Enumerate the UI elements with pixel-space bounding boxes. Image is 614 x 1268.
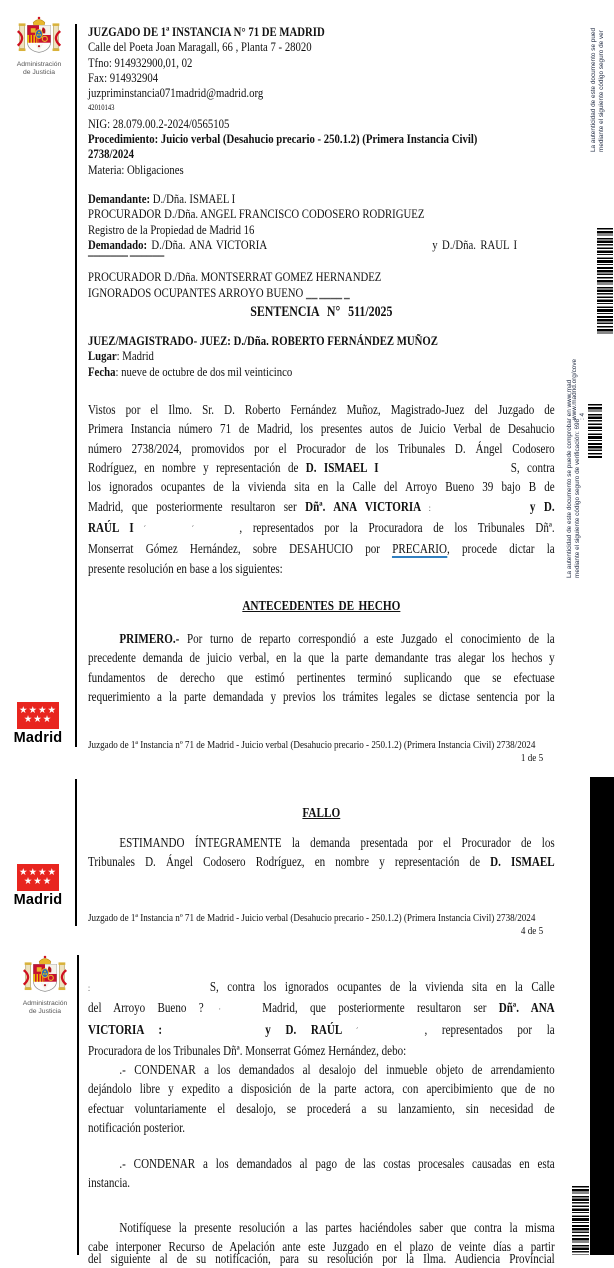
text-segment: Calle del Poeta Joan Maragall, 66 , Planta 7 - 28020	[88, 39, 312, 55]
coat-caption: Administración de Justicia	[22, 1000, 68, 1015]
text-line	[88, 439, 555, 458]
text-line	[88, 252, 555, 269]
authenticity-note-mid: La autenticidad de este documento se puede comprobar en www.mad mediante el siguiente código seguro de verificación: 698	[566, 379, 581, 578]
redaction-gap	[358, 1033, 424, 1034]
text-segment: IGNORADOS OCUPANTES ARROYO BUENO	[88, 284, 306, 300]
authenticity-note-top: La autenticidad de este documento se pued mediante el siguiente código seguro de ver	[590, 28, 605, 152]
madrid-logo-label: Madrid	[13, 892, 63, 908]
text-line	[88, 348, 555, 363]
footer-case-reference: Juzgado de 1ª Instancia nº 71 de Madrid - Juicio verbal (Desahucio precario - 250.1.2) (Primera Instancia Civil) 2738/2024	[88, 912, 536, 924]
text-line	[88, 222, 555, 237]
text-line	[88, 998, 555, 1019]
text-line	[88, 458, 555, 477]
text-line	[88, 364, 555, 379]
text-segment: D. ISMAEL	[490, 854, 555, 870]
text-line	[88, 55, 555, 70]
text-segment: presente resolución en base a los siguientes:	[88, 560, 283, 576]
page-number: 4 de 5	[520, 924, 544, 937]
text-line	[88, 977, 555, 998]
text-segment: efectuar voluntariamente el desalojo, se procederá a su lanzamiento, sin necesidad de	[88, 1100, 555, 1116]
black-margin-bar	[590, 777, 614, 1255]
madrid-flag-icon	[17, 864, 59, 891]
judge-block	[88, 333, 555, 379]
page1-footer	[88, 739, 555, 764]
verification-barcode-2	[588, 404, 602, 458]
text-segment: Demandante:	[88, 191, 151, 206]
text-line	[88, 648, 555, 667]
text-segment: : Madrid	[116, 348, 154, 364]
redacted-fragment: ▁▁ ▁▁▁▁ ▁	[305, 288, 350, 299]
clipped-last-line	[88, 1249, 555, 1268]
text-line	[88, 687, 555, 706]
text-line	[88, 285, 555, 302]
text-segment: requerimiento a la parte demandada y previos los trámites legales se dictase sentencia por la	[88, 689, 555, 705]
text-segment: Monserrat Gómez Hernández, sobre DESAHUCIO por	[88, 541, 393, 557]
text-line	[88, 497, 555, 518]
text-line	[88, 539, 555, 558]
text-line	[88, 1218, 555, 1237]
text-segment: del Arroyo Bueno ?	[88, 1000, 204, 1016]
text-line	[88, 1118, 555, 1137]
text-segment: cabe interponer Recurso de Apelación ante este Juzgado en el plazo de veinte días a partir	[88, 1239, 555, 1255]
text-segment: .- CONDENAR a los demandados al desalojo del inmueble objeto de arrendamiento	[119, 1062, 555, 1077]
text-segment: precedente demanda de juicio verbal, en la que la parte demandante tras alegar los hechos y	[88, 650, 555, 666]
fallo-heading: FALLO	[302, 805, 341, 820]
text-segment: PROCURADOR D./Dña. ANGEL FRANCISCO CODOSERO RODRIGUEZ	[88, 206, 425, 222]
text-line	[88, 191, 555, 206]
text-segment: S, contra	[510, 460, 555, 476]
verification-url: www.madrid.org/cove : 4	[571, 358, 586, 420]
text-line	[88, 419, 555, 438]
text-line	[88, 1099, 555, 1118]
text-segment: Por turno de reparto correspondió a este Juzgado el conocimiento de la	[179, 631, 555, 646]
page4-footer	[88, 912, 555, 937]
text-segment: dejándolo libre y expedito a disposición de la parte actora, con apercibimiento que de no	[88, 1081, 555, 1097]
text-line	[88, 146, 555, 161]
text-segment: Primera Instancia número 71 de Madrid, los presentes autos de Juicio Verbal de Desahucio	[88, 421, 555, 437]
madrid-stars-row1: ★★★★	[18, 867, 58, 878]
text-segment: Madrid, que posteriormente resultaron ser	[262, 1000, 499, 1016]
text-segment: y D.	[529, 498, 555, 514]
text-line	[88, 269, 555, 284]
parties-block	[88, 191, 555, 302]
text-segment: VICTORIA :	[88, 1021, 163, 1037]
text-line	[88, 1060, 555, 1079]
text-segment: Procuradora de los Tribunales Dñª. Monserrat Gómez Hernández, debo:	[88, 1043, 407, 1059]
text-segment: , representados por la	[424, 1021, 555, 1037]
text-segment: los ignorados ocupantes de la vivienda sita en la Calle del Arroyo Bueno 39 bajo B de	[88, 479, 555, 495]
text-segment: ESTIMANDO ÍNTEGRAMENTE la demanda presentada por el Procurador de los	[119, 835, 555, 850]
vistos-paragraph	[88, 400, 555, 578]
text-segment: Dñª. ANA VICTORIA	[305, 498, 422, 514]
madrid-stars-row2: ★★★	[23, 875, 53, 887]
madrid-flag-icon	[17, 702, 59, 729]
text-segment: Vistos por el Ilmo. Sr. D. Roberto Fernández Muñoz, Magistrado-Juez del Juzgado de	[88, 402, 555, 417]
redaction-gap	[431, 510, 530, 511]
text-segment: Tribunales D. Ángel Codosero Rodríguez, en nombre y representación de	[88, 854, 491, 870]
text-segment: D./Dña. ANA VICTORIA	[147, 236, 268, 252]
page-number: 1 de 5	[520, 751, 544, 764]
redaction-gap	[90, 990, 210, 991]
text-segment: PRIMERO.-	[119, 631, 180, 646]
footer-case-reference: Juzgado de 1ª Instancia nº 71 de Madrid - Juicio verbal (Desahucio precario - 250.1.2) (Primera Instancia Civil) 2738/2024	[88, 739, 536, 751]
text-segment: fundamentos de derecho que estimó pertinentes terminó suplicando que se efectuase	[88, 669, 555, 685]
text-segment: notificación posterior.	[88, 1120, 186, 1136]
text-segment: JUZGADO DE 1ª INSTANCIA N° 71 DE MADRID	[88, 24, 325, 39]
text-segment: instancia.	[88, 1175, 131, 1191]
condenar-desalojo-paragraph	[88, 1060, 555, 1137]
redacted-fragment: ´	[342, 1025, 359, 1036]
text-segment: PRECARIO	[392, 541, 447, 557]
text-segment: Lugar	[88, 348, 117, 364]
text-segment: .- CONDENAR a los demandados al pago de las costas procesales causadas en esta	[119, 1156, 555, 1171]
text-segment: del siguiente al de su notificación, para su resolución por la Ilma. Audiencia Provincial	[88, 1251, 555, 1266]
page5-separator-line	[77, 955, 79, 1255]
text-line	[88, 1041, 555, 1060]
text-segment: Tfno: 914932900,01, 02	[88, 54, 193, 70]
text-line	[88, 400, 555, 419]
text-segment: D. ISMAEL I	[305, 460, 379, 476]
text-segment: 42010143	[88, 103, 115, 113]
text-segment: RAÚL I	[88, 520, 134, 536]
redaction-gap	[194, 531, 239, 532]
text-line	[88, 162, 555, 177]
page4-separator-line	[75, 779, 77, 926]
text-line	[88, 206, 555, 221]
text-line	[88, 333, 555, 348]
text-segment: NIG: 28.079.00.2-2024/0565105	[88, 115, 230, 131]
condenar-costas-paragraph	[88, 1154, 555, 1193]
text-line	[88, 629, 555, 648]
text-segment: JUEZ/MAGISTRADO- JUEZ: D./Dña. ROBERTO FERNÁNDEZ MUÑOZ	[88, 333, 438, 348]
text-segment: Procedimiento: Juicio verbal (Desahucio precario - 250.1.2) (Primera Instancia Civil)	[88, 131, 478, 147]
spain-coat-of-arms-icon	[10, 13, 68, 56]
fallo-paragraph	[88, 833, 555, 872]
text-line	[88, 1020, 555, 1041]
text-segment: 2738/2024	[88, 146, 134, 162]
redaction-gap	[204, 1011, 219, 1012]
text-segment: Madrid, que posteriormente resultaron ser	[88, 498, 306, 514]
fallo-continuation-paragraph	[88, 977, 555, 1060]
text-segment: , representados por la Procuradora de los Tribunales Dñª.	[239, 520, 555, 536]
text-segment: : nueve de octubre de dos mil veinticinco	[115, 363, 293, 379]
verification-barcode-1	[597, 228, 613, 334]
text-line	[88, 833, 555, 852]
madrid-logo-label: Madrid	[13, 730, 63, 746]
text-segment: S, contra los ignorados ocupantes de la vivienda sita en la Calle	[209, 979, 555, 994]
text-segment: número 2738/2024, promovidos por el Procurador de los Tribunales D. Ángel Codosero	[88, 440, 555, 456]
justice-administration-logo	[10, 13, 68, 76]
text-line	[88, 85, 555, 100]
redacted-fragment: ´	[191, 524, 194, 535]
redaction-gap	[267, 248, 432, 249]
text-segment: Fax: 914932904	[88, 69, 159, 85]
text-segment: Dñª. ANA	[498, 1000, 555, 1016]
text-line	[88, 852, 555, 871]
madrid-stars-row2: ★★★	[23, 713, 53, 725]
text-segment: y D./Dña. RAUL I	[432, 236, 518, 252]
spain-coat-of-arms-icon	[16, 952, 74, 995]
text-line	[88, 24, 555, 39]
madrid-stars-row1: ★★★★	[18, 705, 58, 716]
text-segment: juzpriminstancia071madrid@madrid.org	[88, 85, 264, 101]
sentencia-title: SENTENCIA N° 511/2025	[250, 304, 393, 320]
redaction-gap	[221, 1011, 262, 1012]
coat-caption: Administración de Justicia	[16, 61, 62, 76]
text-line	[88, 1079, 555, 1098]
text-segment: , procede dictar la	[446, 541, 555, 557]
verification-barcode-3	[572, 1186, 589, 1255]
primero-paragraph	[88, 629, 555, 706]
text-segment: Notifíquese la presente resolución a las partes haciéndoles saber que contra la misma	[119, 1220, 555, 1235]
text-line	[88, 559, 555, 578]
text-segment: Materia: Obligaciones	[88, 161, 184, 177]
text-segment: PROCURADOR D./Dña. MONTSERRAT GOMEZ HERNANDEZ	[88, 269, 382, 285]
text-line	[88, 70, 555, 85]
text-line	[88, 116, 555, 131]
redacted-fragment: :	[88, 983, 91, 993]
redacted-fragment: :	[421, 502, 431, 513]
court-header-block	[88, 24, 555, 177]
text-segment: Rodríguez, en nombre y representación de	[88, 460, 306, 476]
redaction-gap	[379, 471, 511, 472]
text-line	[88, 668, 555, 687]
text-line	[88, 237, 555, 252]
text-line	[88, 1173, 555, 1192]
text-segment: y D. RAÚL	[265, 1021, 343, 1037]
madrid-community-logo	[9, 702, 67, 746]
text-segment: Fecha	[88, 363, 116, 379]
redacted-fragment: ▔▔▔▔▔▔▔ ▔▔▔▔▔▔	[88, 256, 165, 267]
redaction-gap	[162, 1033, 265, 1034]
text-line	[88, 518, 555, 539]
text-segment: D./Dña. ISMAEL I	[150, 191, 236, 206]
text-line	[88, 131, 555, 146]
text-segment: Registro de la Propiedad de Madrid 16	[88, 221, 255, 237]
text-segment: Demandado:	[88, 236, 148, 252]
redacted-fragment: ´	[133, 524, 147, 535]
antecedentes-heading: ANTECEDENTES DE HECHO	[242, 598, 401, 613]
text-line	[88, 477, 555, 496]
redaction-gap	[146, 531, 191, 532]
text-line	[88, 39, 555, 54]
redacted-fragment: ·	[218, 1004, 221, 1015]
text-line	[88, 100, 555, 115]
madrid-community-logo-2	[9, 864, 67, 908]
text-line	[88, 1249, 555, 1268]
text-line	[88, 1154, 555, 1173]
page1-separator-line	[75, 24, 77, 747]
justice-administration-logo-2	[16, 952, 74, 1015]
